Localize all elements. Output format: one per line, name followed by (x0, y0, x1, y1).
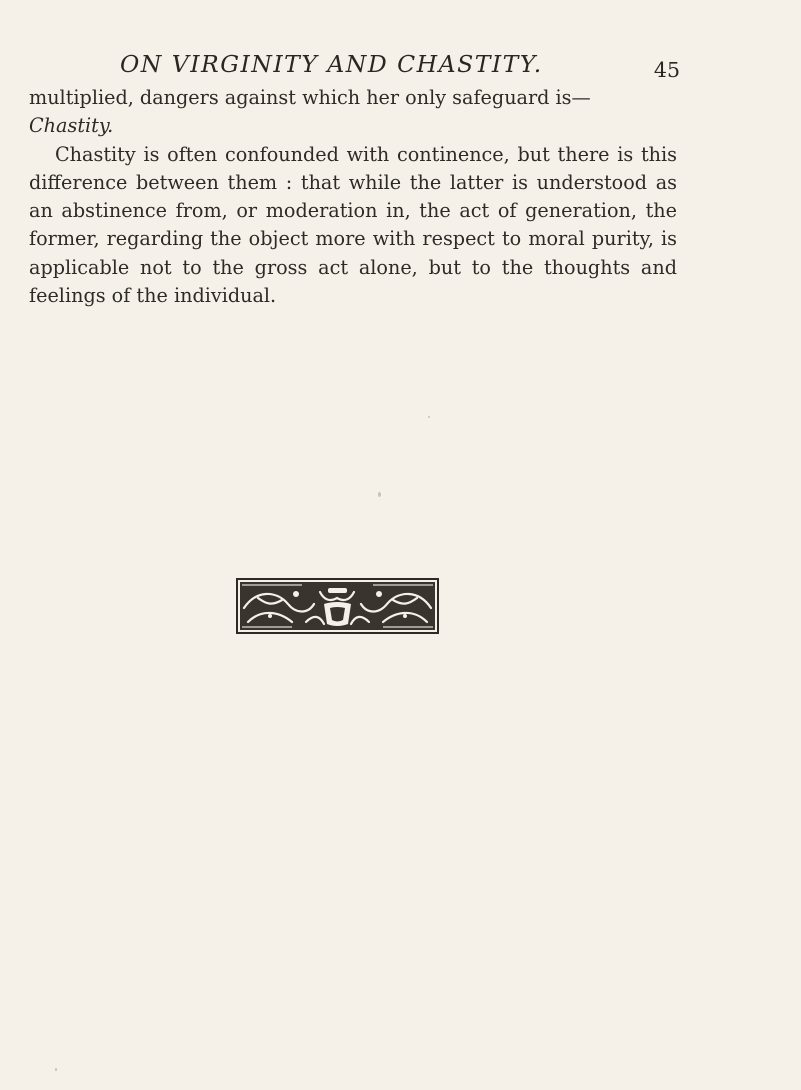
page-number: 45 (653, 58, 680, 82)
paragraph-chastity-definition: Chastity is often confounded with continence, but there is this difference between them : that while the latter is understood as an abstinence from, or moderation in, the act of generation, the former, regarding the object more with respect to moral purity, is applicable not to the gross act alone, but to the thoughts and feelings of the individual. (29, 142, 677, 308)
body-text (29, 84, 677, 310)
paper-speck (378, 492, 381, 497)
paragraph-continued (29, 84, 677, 141)
paragraph-lead-text: multiplied, dangers against which her only safeguard is— (29, 86, 591, 109)
paper-speck (55, 1068, 57, 1071)
running-head-title: ON VIRGINITY AND CHASTITY. (120, 50, 543, 78)
chastity-italic-word: Chastity. (29, 114, 114, 138)
tailpiece-ornament-icon (236, 578, 439, 634)
paper-speck (428, 416, 430, 418)
